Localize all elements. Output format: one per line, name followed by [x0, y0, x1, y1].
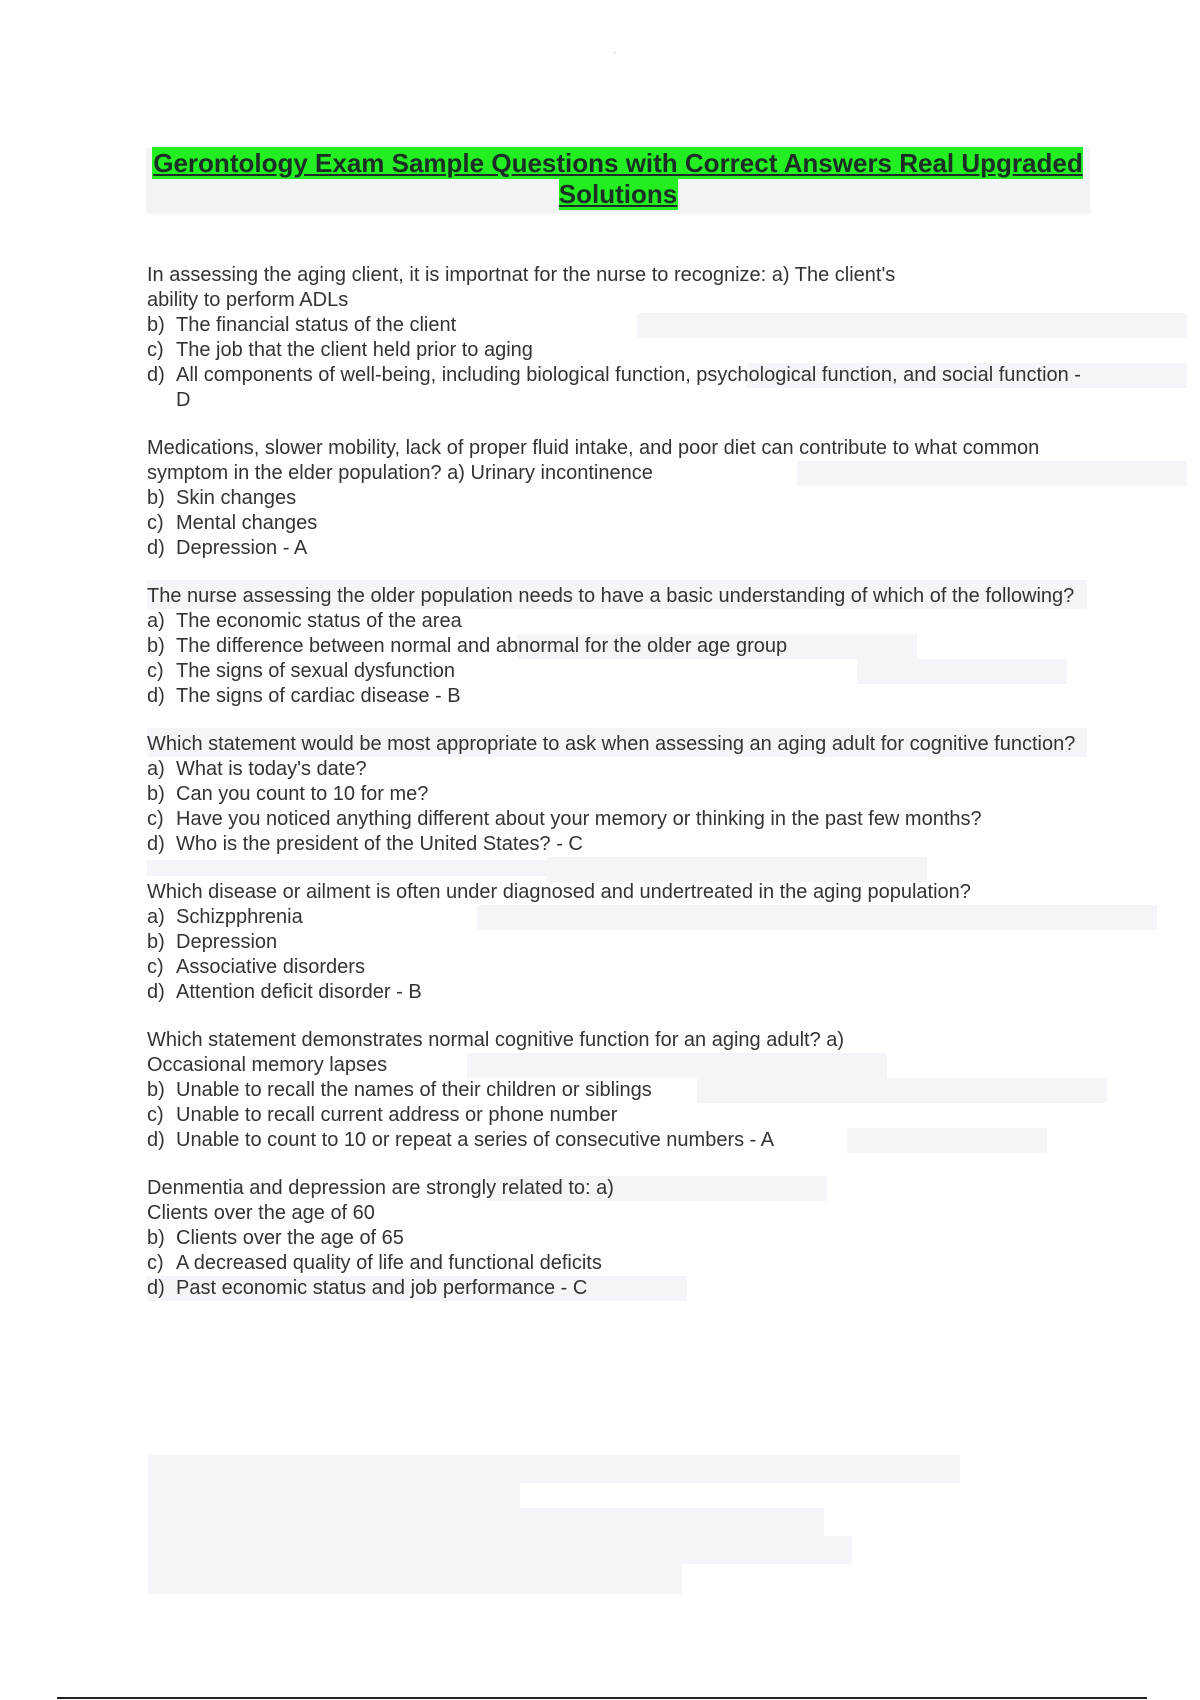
option-label: d): [147, 1277, 165, 1299]
document-title: Gerontology Exam Sample Questions with Correct Answers Real Upgraded Solutions: [153, 148, 1083, 209]
answer-option: [147, 807, 1087, 832]
redacted-line: [148, 1483, 520, 1508]
option-text: Skin changes: [176, 487, 297, 509]
answer-option: [147, 684, 1087, 709]
option-label: c): [147, 1252, 164, 1274]
answer-option: [147, 1128, 1087, 1153]
redacted-line: [148, 1508, 824, 1536]
option-label: b): [147, 783, 165, 805]
answer-option: [147, 609, 1087, 634]
option-label: b): [147, 487, 165, 509]
option-text: The difference between normal and abnormal for the older age group: [176, 635, 788, 657]
option-text: A decreased quality of life and functional deficits: [176, 1252, 602, 1274]
question-item: [147, 1176, 1087, 1301]
option-text: Unable to count to 10 or repeat a series of consecutive numbers - A: [176, 1129, 775, 1151]
answer-option: [147, 757, 1087, 782]
option-text: Have you noticed anything different about your memory or thinking in the past few months?: [176, 808, 982, 830]
option-text: The signs of sexual dysfunction: [176, 660, 456, 682]
option-label: a): [147, 906, 165, 928]
question-stem: Denmentia and depression are strongly related to: a) Clients over the age of 60: [147, 1177, 614, 1224]
answer-option: [147, 536, 1087, 561]
option-label: b): [147, 314, 165, 336]
option-label: c): [147, 956, 164, 978]
option-label: d): [147, 833, 165, 855]
option-text: The financial status of the client: [176, 314, 457, 336]
option-label: d): [147, 1129, 165, 1151]
option-label: b): [147, 1227, 165, 1249]
option-text: Unable to recall the names of their children or siblings: [176, 1079, 652, 1101]
answer-option: [147, 1251, 1087, 1276]
answer-option: [147, 338, 1087, 363]
answer-option: [147, 1103, 1087, 1128]
answer-option: [147, 1276, 1087, 1301]
answer-option: [147, 955, 1087, 980]
answer-option: [147, 832, 1087, 857]
answer-option: [147, 659, 1087, 684]
option-label: c): [147, 660, 164, 682]
option-label: d): [147, 981, 165, 1003]
option-text: All components of well-being, including biological function, psychological function, and social function - D: [176, 364, 1081, 411]
option-text: Associative disorders: [176, 956, 365, 978]
question-stem: Which statement demonstrates normal cognitive function for an aging adult? a) Occasional memory lapses: [147, 1029, 845, 1076]
title-block: [146, 148, 1090, 214]
question-list: [147, 263, 1087, 1324]
answer-option: [147, 980, 1087, 1005]
answer-option: [147, 486, 1087, 511]
option-text: Clients over the age of 65: [176, 1227, 404, 1249]
option-text: The job that the client held prior to aging: [176, 339, 533, 361]
option-label: c): [147, 1104, 164, 1126]
question-stem: Which disease or ailment is often under diagnosed and undertreated in the aging population?: [147, 881, 971, 903]
option-label: c): [147, 339, 164, 361]
option-text: What is today's date?: [176, 758, 367, 780]
option-label: a): [147, 610, 165, 632]
option-text: Attention deficit disorder - B: [176, 981, 422, 1003]
option-text: Mental changes: [176, 512, 318, 534]
option-label: b): [147, 635, 165, 657]
question-stem: Which statement would be most appropriate to ask when assessing an aging adult for cognitive function?: [147, 733, 1076, 755]
answer-option: [147, 930, 1087, 955]
option-text: Depression - A: [176, 537, 308, 559]
redacted-line: [148, 1536, 852, 1564]
answer-option: [147, 1078, 1087, 1103]
question-item: [147, 263, 1087, 413]
redacted-line: [148, 1564, 682, 1594]
option-text: Unable to recall current address or phone number: [176, 1104, 618, 1126]
page-mark: [614, 52, 616, 53]
answer-option: [147, 905, 1087, 930]
option-text: The signs of cardiac disease - B: [176, 685, 461, 707]
question-item: [147, 584, 1087, 709]
option-label: d): [147, 537, 165, 559]
option-text: Who is the president of the United States? - C: [176, 833, 583, 855]
redacted-line: [148, 1455, 960, 1483]
answer-option: [147, 634, 1087, 659]
option-text: The economic status of the area: [176, 610, 462, 632]
question-item: [147, 880, 1087, 1005]
option-text: Schizpphrenia: [176, 906, 303, 928]
answer-option: [147, 363, 1087, 413]
answer-option: [147, 782, 1087, 807]
option-label: d): [147, 685, 165, 707]
answer-option: [147, 511, 1087, 536]
question-stem: The nurse assessing the older population needs to have a basic understanding of which of the following?: [147, 585, 1075, 607]
option-text: Can you count to 10 for me?: [176, 783, 429, 805]
question-stem: In assessing the aging client, it is importnat for the nurse to recognize: a) The client's ability to perform ADLs: [147, 264, 896, 311]
option-label: c): [147, 512, 164, 534]
answer-option: [147, 313, 1087, 338]
option-label: a): [147, 758, 165, 780]
option-label: b): [147, 1079, 165, 1101]
footer-rule: [57, 1697, 1147, 1699]
answer-option: [147, 1226, 1087, 1251]
option-text: Depression: [176, 931, 278, 953]
option-label: b): [147, 931, 165, 953]
question-stem: Medications, slower mobility, lack of proper fluid intake, and poor diet can contribute to what common symptom in the elder population? a) Urinary incontinence: [147, 437, 1040, 484]
question-item: [147, 732, 1087, 857]
option-text: Past economic status and job performance - C: [176, 1277, 588, 1299]
question-item: [147, 436, 1087, 561]
option-label: d): [147, 364, 165, 386]
option-label: c): [147, 808, 164, 830]
question-item: [147, 1028, 1087, 1153]
